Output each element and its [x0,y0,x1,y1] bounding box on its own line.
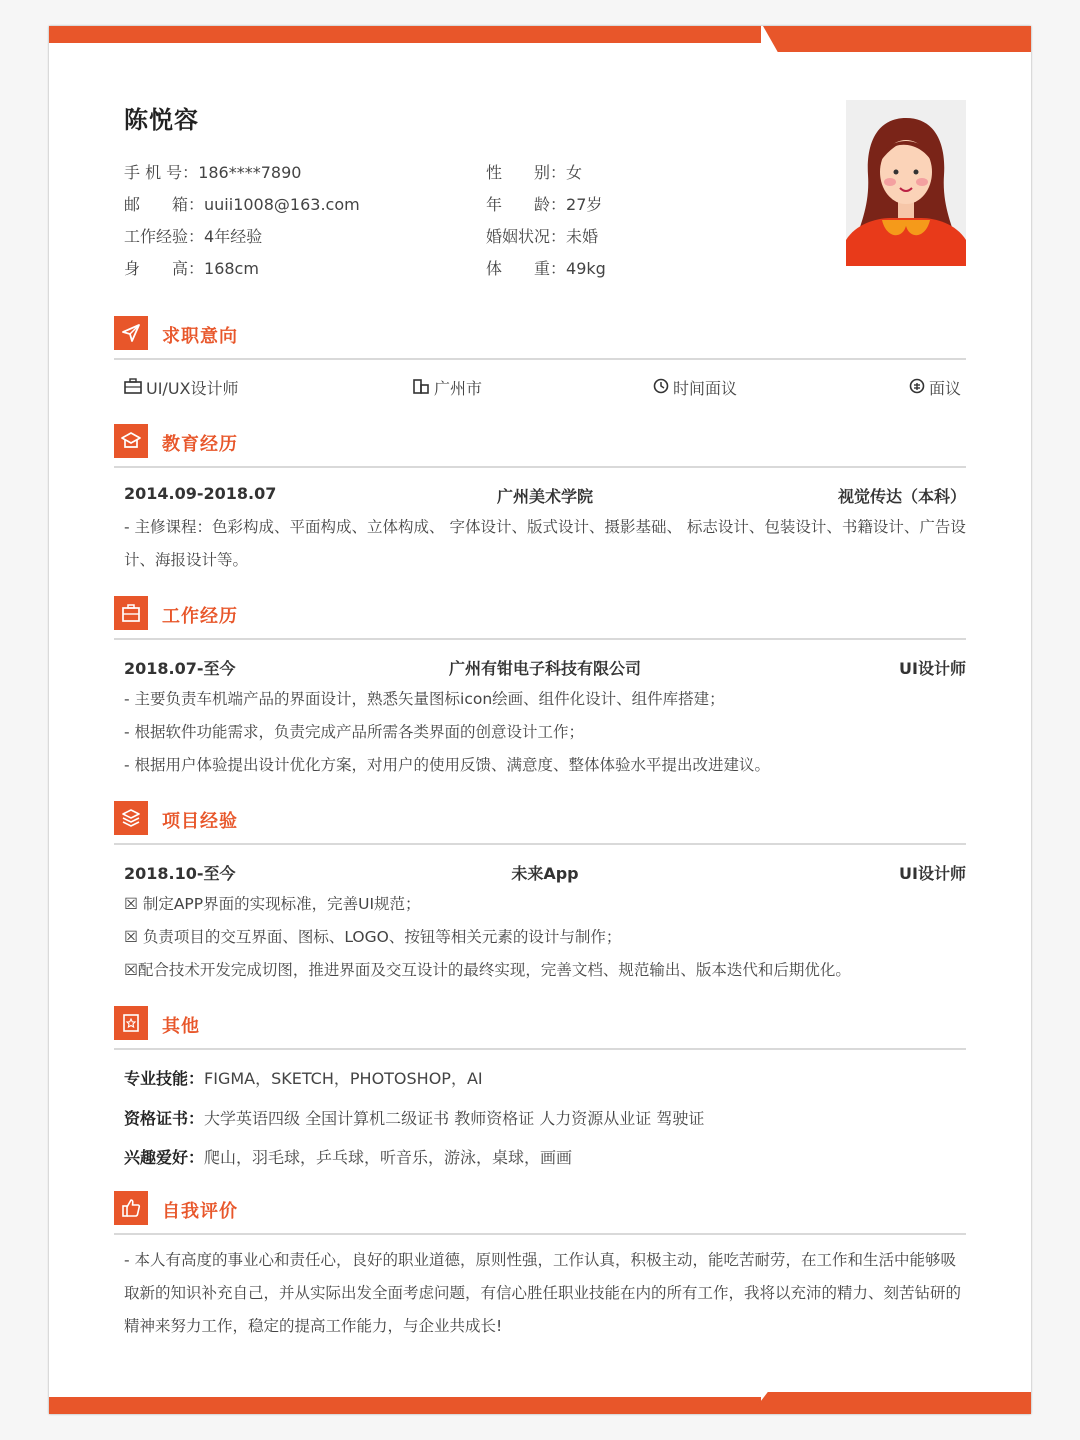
layers-icon [114,801,148,835]
project-period: 2018.10-至今 [124,864,236,883]
list-item: - 根据用户体验提出设计优化方案，对用户的使用反馈、满意度、整体体验水平提出改进建议。 [124,756,771,774]
send-icon [114,316,148,350]
experience-label: 工作经验： [124,227,205,246]
phone-row [124,160,301,183]
certs-value: 大学英语四级 全国计算机二级证书 教师资格证 人力资源从业证 驾驶证 [204,1109,705,1128]
intent-salary-text: 面议 [929,379,962,398]
section-project [114,801,966,845]
resume-page [49,26,1031,1414]
list-item: ☒ 制定APP界面的实现标准，完善UI规范； [124,895,421,913]
thumbs-up-icon [114,1191,148,1225]
email-value: uuii1008@163.com [204,195,360,214]
section-title-work: 工作经历 [162,606,238,627]
award-icon [114,1006,148,1040]
section-divider [114,1048,966,1050]
experience-row [124,224,262,247]
section-title-project: 项目经验 [162,811,238,832]
project-name: 未来App [511,864,579,883]
intent-city [412,376,482,399]
age-label: 年 龄： [486,195,567,214]
gender-row [486,160,582,183]
weight-row [486,256,606,279]
avatar-illustration [846,100,966,266]
gender-label: 性 别： [486,163,567,182]
building-icon [412,378,430,398]
self-evaluation-text: - 本人有高度的事业心和责任心，良好的职业道德，原则性强，工作认真，积极主动，能吃苦耐劳，在工作和生活中能够吸取新的知识补充自己，并从实际出发全面考虑问题，有信心胜任职业技能在内的所有工作，我将以充沛的精力、刻苦钻研的精神来努力工作，稳定的提高工作能力，与企业共成长! [124,1251,962,1335]
bottom-accent-bar [49,1397,761,1414]
education-major: 视觉传达（本科） [837,487,966,506]
graduation-cap-icon [114,424,148,458]
experience-value: 4年经验 [204,227,263,246]
section-other [114,1006,966,1050]
intent-time [653,376,737,399]
intent-position-text: UI/UX设计师 [146,379,239,398]
height-label: 身 高： [124,259,205,278]
briefcase-icon [114,596,148,630]
money-icon [909,378,925,398]
top-accent-bar [49,26,761,43]
section-title-education: 教育经历 [162,434,238,455]
intent-salary [909,376,961,399]
work-company: 广州有钳电子科技有限公司 [448,659,641,678]
list-item: ☒配合技术开发完成切图，推进界面及交互设计的最终实现，完善文档、规范输出、版本迭代和后期优化。 [124,961,851,979]
education-period: 2014.09-2018.07 [124,484,277,503]
age-value: 27岁 [566,195,603,214]
height-value: 168cm [204,259,259,278]
work-duties [124,683,966,782]
intent-city-text: 广州市 [434,379,483,398]
top-accent-bar-right [763,26,1031,52]
section-divider [114,843,966,845]
candidate-name: 陈悦容 [124,106,199,134]
clock-icon [653,378,669,398]
project-role: UI设计师 [899,864,966,883]
intent-position [124,376,239,399]
skills-label: 专业技能： [124,1069,205,1088]
gender-value: 女 [566,163,583,182]
weight-value: 49kg [566,259,606,278]
skills-value: FIGMA，SKETCH，PHOTOSHOP，AI [204,1069,483,1088]
list-item: - 主要负责车机端产品的界面设计，熟悉矢量图标icon绘画、组件化设计、组件库搭建； [124,690,725,708]
hobbies-value: 爬山，羽毛球，乒乓球，听音乐，游泳，桌球，画画 [204,1148,573,1167]
skills-row [124,1066,483,1089]
section-divider [114,1233,966,1235]
section-title-self: 自我评价 [162,1201,238,1222]
section-title-other: 其他 [162,1016,200,1037]
section-title-intent: 求职意向 [162,326,238,347]
marital-label: 婚姻状况： [486,227,567,246]
section-divider [114,466,966,468]
weight-label: 体 重： [486,259,567,278]
bottom-accent-bar-right [751,1392,1031,1414]
age-row [486,192,602,215]
work-role: UI设计师 [899,659,966,678]
marital-row [486,224,598,247]
briefcase-icon [124,378,142,398]
list-item: ☒ 负责项目的交互界面、图标、LOGO、按钮等相关元素的设计与制作； [124,928,622,946]
hobbies-row [124,1145,572,1168]
hobbies-label: 兴趣爱好： [124,1148,205,1167]
list-item: - 根据软件功能需求，负责完成产品所需各类界面的创意设计工作； [124,723,585,741]
phone-value: 186****7890 [198,163,302,182]
section-intent [114,316,966,360]
certs-row [124,1106,704,1129]
section-divider [114,638,966,640]
email-row [124,192,360,215]
section-education [114,424,966,468]
section-work [114,596,966,640]
section-divider [114,358,966,360]
height-row [124,256,259,279]
education-courses: - 主修课程：色彩构成、平面构成、立体构成、 字体设计、版式设计、摄影基础、 标志设计、包装设计、书籍设计、广告设计、海报设计等。 [124,518,966,569]
email-label: 邮 箱： [124,195,205,214]
project-duties [124,888,966,987]
education-school: 广州美术学院 [496,487,593,506]
intent-time-text: 时间面议 [673,379,738,398]
certs-label: 资格证书： [124,1109,205,1128]
marital-value: 未婚 [566,227,599,246]
section-self [114,1191,966,1235]
avatar [846,100,966,266]
work-period: 2018.07-至今 [124,659,236,678]
phone-label: 手 机 号： [124,163,199,182]
